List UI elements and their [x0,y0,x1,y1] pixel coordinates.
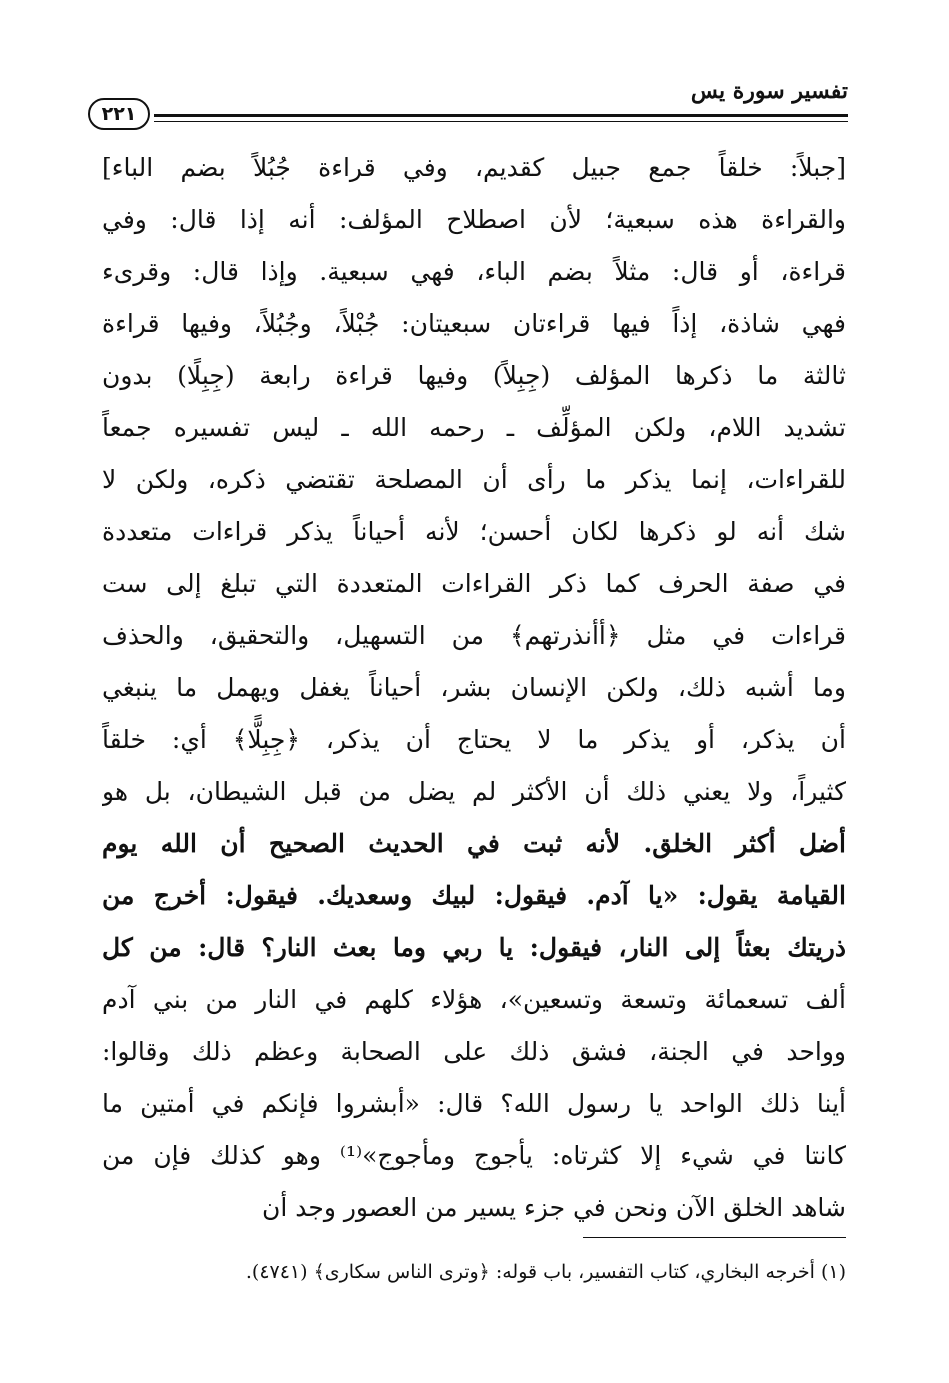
header-rule-thick [154,114,848,117]
text-line: كانتا في شيء إلا كثرتاه: يأجوج ومأجوج»⁽¹⁾ وهو كذلك فإن من [102,1141,846,1170]
text-line: شك أنه لو ذكرها لكان أحسن؛ لأنه أحياناً يذكر قراءات متعددة [102,517,846,546]
header-rule-thin [154,121,848,122]
text-line: في صفة الحرف كما ذكر القراءات المتعددة التي تبلغ إلى ست [102,569,846,598]
text-line: للقراءات، إنما يذكر ما رأى أن المصلحة تقتضي ذكره، ولكن لا [102,465,846,494]
body-text [102,142,846,1234]
text-line-bold: القيامة يقول: «يا آدم. فيقول: لبيك وسعديك. فيقول: أخرج من [102,881,846,910]
text-line-bold: أضل أكثر الخلق. لأنه ثبت في الحديث الصحيح أن الله يوم [102,829,846,858]
footnote: (١) أخرجه البخاري، كتاب التفسير، باب قوله: ﴿وترى الناس سكارى﴾ (٤٧٤١). [245,1261,846,1283]
text-line: فهي شاذة، إذاً فيها قراءتان سبعيتان: جُبْلاً، وجُبُلاً، وفيها قراءة [102,309,846,338]
text-line: [جبلاً: خلقاً جمع جبيل كقديم، وفي قراءة جُبُلاً بضم الباء] [102,153,846,182]
page-header [88,78,848,130]
footnote-separator [583,1237,846,1238]
page-number: ٢٢١ [88,98,150,130]
text-line: أينا ذلك الواحد يا رسول الله؟ قال: «أبشروا فإنكم في أمتين ما [102,1089,846,1118]
text-line-bold: ذريتك بعثاً إلى النار، فيقول: يا ربي وما بعث النار؟ قال: من كل [102,933,846,962]
text-line: تشديد اللام، ولكن المؤلِّف ـ رحمه الله ـ ليس تفسيره جمعاً [102,413,846,442]
text-line: وواحد في الجنة، فشق ذلك على الصحابة وعظم ذلك وقالوا: [102,1037,846,1066]
text-line: قراءات في مثل ﴿أأنذرتهم﴾ من التسهيل، والتحقيق، والحذف [102,621,846,650]
text-line: والقراءة هذه سبعية؛ لأن اصطلاح المؤلف: أنه إذا قال: وفي [102,205,846,234]
text-line: وما أشبه ذلك، ولكن الإنسان بشر، أحياناً يغفل ويهمل ما ينبغي [102,673,846,702]
text-line: كثيراً، ولا يعني ذلك أن الأكثر لم يضل من قبل الشيطان، بل هو [102,777,846,806]
text-line: ألف تسعمائة وتسعة وتسعين»، هؤلاء كلهم في النار من بني آدم [102,985,846,1014]
text-line: أن يذكر، أو يذكر ما لا يحتاج أن يذكر، ﴿جِبِلًّا﴾ أي: خلقاً [102,725,846,754]
text-line: شاهد الخلق الآن ونحن في جزء يسير من العصور وجد أن [262,1193,846,1222]
text-line: ثالثة ما ذكرها المؤلف (جِبِلاً) وفيها قراءة رابعة (جِبِلًا) بدون [102,361,846,390]
running-title: تفسير سورة يس [690,78,848,104]
text-line: قراءة، أو قال: مثلاً بضم الباء، فهي سبعية. وإذا قال: وقرىء [102,257,846,286]
